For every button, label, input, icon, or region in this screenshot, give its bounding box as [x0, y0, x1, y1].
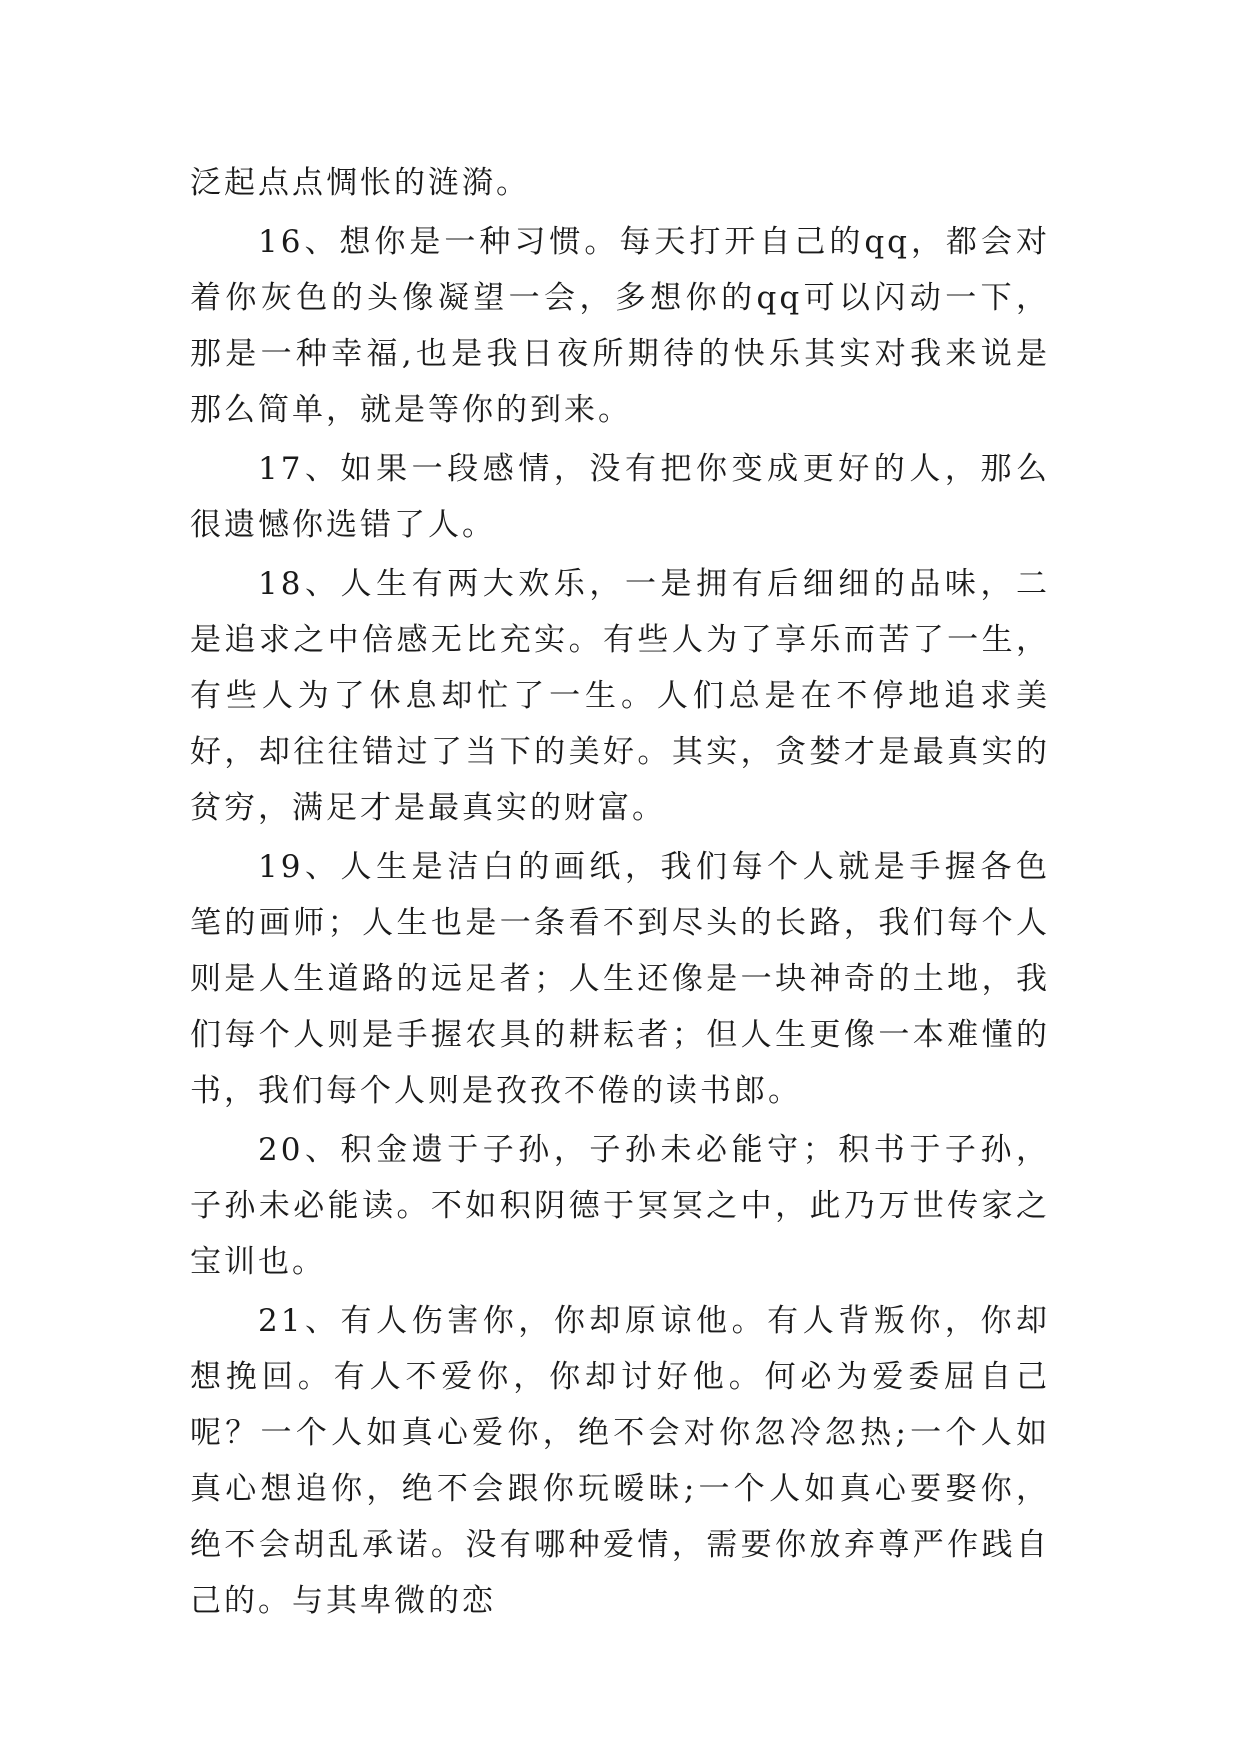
paragraph-continuation: 泛起点点惆怅的涟漪。 — [190, 165, 530, 201]
paragraph-20: 20、积金遗于子孙，子孙未必能守；积书于子孙，子孙未必能读。不如积阴德于冥冥之中，此乃万世传家之宝训也。 — [190, 1132, 1050, 1280]
paragraph-17: 17、如果一段感情，没有把你变成更好的人，那么很遗憾你选错了人。 — [190, 451, 1050, 543]
paragraph-19: 19、人生是洁白的画纸，我们每个人就是手握各色笔的画师；人生也是一条看不到尽头的长路，我们每个人则是人生道路的远足者；人生还像是一块神奇的土地，我们每个人则是手握农具的耕耘者；但人生更像一本难懂的书，我们每个人则是孜孜不倦的读书郎。 — [190, 849, 1050, 1109]
paragraph-21: 21、有人伤害你，你却原谅他。有人背叛你，你却想挽回。有人不爱你，你却讨好他。何必为爱委屈自己呢？一个人如真心爱你，绝不会对你忽冷忽热;一个人如真心想追你，绝不会跟你玩暧昧;一个人如真心要娶你，绝不会胡乱承诺。没有哪种爱情，需要你放弃尊严作践自己的。与其卑微的恋 — [190, 1303, 1050, 1619]
document-body — [190, 155, 1050, 1632]
paragraph-16: 16、想你是一种习惯。每天打开自己的qq，都会对着你灰色的头像凝望一会，多想你的qq可以闪动一下，那是一种幸福,也是我日夜所期待的快乐其实对我来说是那么简单，就是等你的到来。 — [190, 224, 1050, 428]
paragraph-18: 18、人生有两大欢乐，一是拥有后细细的品味，二是追求之中倍感无比充实。有些人为了享乐而苦了一生，有些人为了休息却忙了一生。人们总是在不停地追求美好，却往往错过了当下的美好。其实，贪婪才是最真实的贫穷，满足才是最真实的财富。 — [190, 566, 1050, 826]
